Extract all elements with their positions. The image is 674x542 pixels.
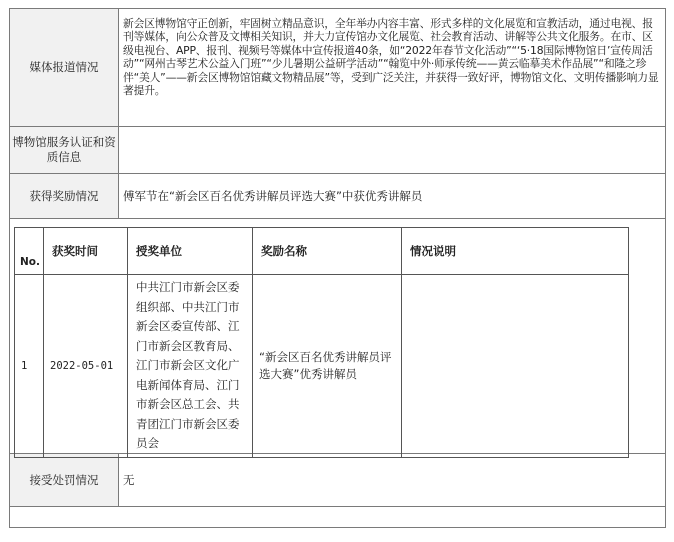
media-reports-label: 媒体报道情况 <box>10 9 119 126</box>
cell-description <box>402 275 629 458</box>
header-award-unit: 授奖单位 <box>128 228 253 275</box>
cell-award-time: 2022-05-01 <box>44 275 128 458</box>
award-table-header <box>15 228 629 275</box>
row-penalty <box>10 454 665 507</box>
header-award-name: 奖励名称 <box>253 228 402 275</box>
media-reports-text: 新会区博物馆守正创新，牢固树立精品意识，全年举办内容丰富、形式多样的文化展览和宣教活动，通过电视、报刊等媒体，向公众普及文博相关知识，并大力宣传馆办文化展览、社会教育活动、讲解等公共文化服务。在市、区级电视台、APP、报刊、视频号等媒体中宣传报道40条，如“2022年春节文化活动”“‘5·18国际博物馆日’宣传周活动”“网州古琴艺术公益入门班”“少儿暑期公益研学活动”“翰览中外·师承传统——黄云临摹美术作品展”“和隆之珍伴“美人”——新会区博物馆馆藏文物精品展”等，受到广泛关注，并获得一致好评，博物馆文化、文明传播影响力显著提升。 <box>123 17 659 98</box>
certification-label: 博物馆服务认证和资质信息 <box>10 127 119 173</box>
cell-award-unit: 中共江门市新会区委组织部、中共江门市新会区委宣传部、江门市新会区教育局、江门市新会区文化广电新闻体育局、江门市新会区总工会、共青团江门市新会区委员会 <box>128 275 253 458</box>
table-row <box>15 275 629 458</box>
awards-text: 傅军节在“新会区百名优秀讲解员评选大赛”中获优秀讲解员 <box>123 189 423 203</box>
cell-award-name: “新会区百名优秀讲解员评选大赛”优秀讲解员 <box>253 275 402 458</box>
row-certification <box>10 127 665 174</box>
row-media-reports <box>10 9 665 127</box>
row-awards <box>10 174 665 219</box>
header-award-time: 获奖时间 <box>44 228 128 275</box>
penalty-label: 接受处罚情况 <box>10 454 119 506</box>
row-empty <box>10 507 665 527</box>
penalty-text: 无 <box>123 473 135 487</box>
awards-label: 获得奖励情况 <box>10 174 119 218</box>
cell-no: 1 <box>15 275 44 458</box>
header-description: 情况说明 <box>402 228 629 275</box>
header-no: No. <box>15 228 44 275</box>
award-detail-table <box>14 227 629 458</box>
certification-text <box>119 127 665 173</box>
